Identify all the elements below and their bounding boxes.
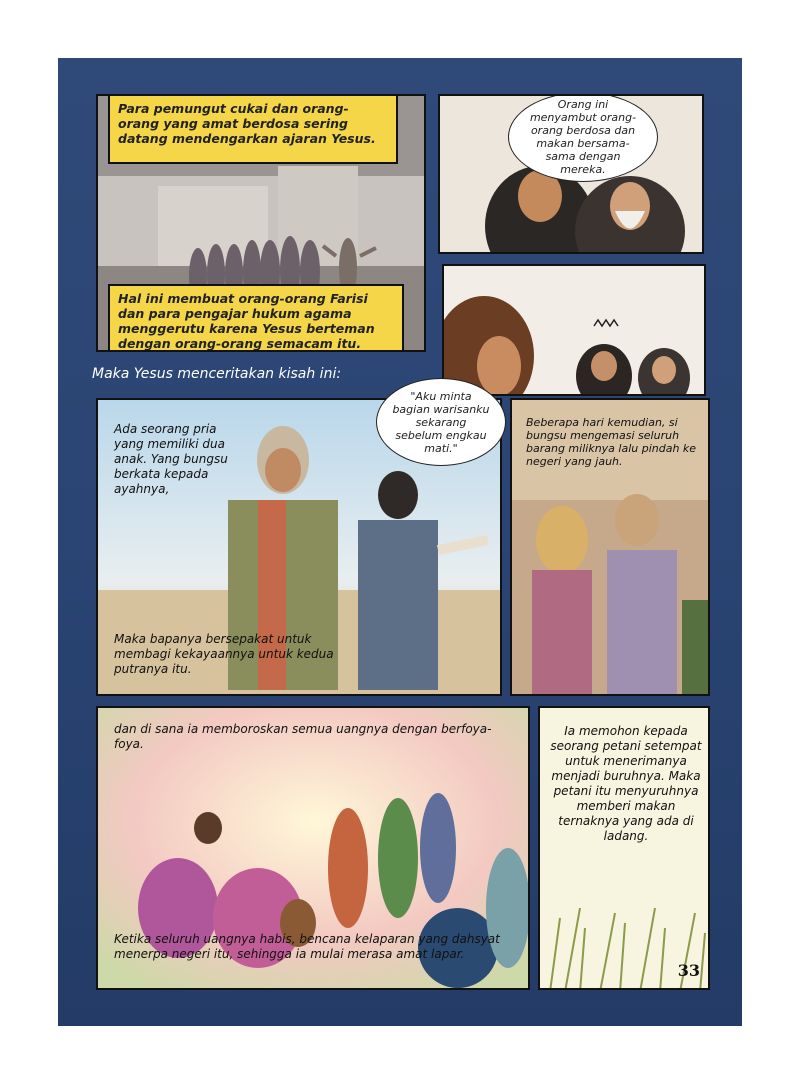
jesus-illustration xyxy=(444,266,706,396)
panel-crowd xyxy=(96,94,426,352)
text-two-sons: Ada seorang pria yang memiliki dua anak. Yang bungsu berkata kepada ayahnya, xyxy=(114,422,228,496)
text-father-divides: Maka bapanya bersepakat untuk membagi kekayaannya untuk kedua putranya itu. xyxy=(114,632,334,676)
page-number: 33 xyxy=(677,961,700,980)
text-squandered: dan di sana ia memboroskan semua uangnya dengan berfoya-foya. xyxy=(114,722,492,751)
comic-page xyxy=(58,58,742,1026)
speech-bubble-son: "Aku minta bagian warisanku sekarang sebelum engkau mati." xyxy=(376,378,506,466)
text-farmer-request: Ia memohon kepada seorang petani setempat untuk menerimanya menjadi buruhnya. Maka petani itu menyuruhnya memberi makan ternaknya yang ada di ladang. xyxy=(550,724,702,843)
text-son-packs: Beberapa hari kemudian, si bungsu mengemasi seluruh barang miliknya lalu pindah ke negeri yang jauh. xyxy=(526,416,697,468)
caption-pharisees-grumble: Hal ini membuat orang-orang Farisi dan para pengajar hukum agama menggerutu karena Yesus berteman dengan orang-orang semacam itu. xyxy=(108,284,404,352)
panel-wild-living xyxy=(96,706,530,990)
text-famine: Ketika seluruh uangnya habis, bencana kelaparan yang dahsyat menerpa negeri itu, sehingga ia mulai merasa amat lapar. xyxy=(114,932,500,961)
narration-text: Maka Yesus menceritakan kisah ini: xyxy=(92,366,342,382)
panel-farmer xyxy=(538,706,710,990)
caption-tax-collectors: Para pemungut cukai dan orang-orang yang amat berdosa sering datang mendengarkan ajaran Yesus. xyxy=(108,94,398,164)
panel-pharisees xyxy=(438,94,704,254)
panel-jesus-watching xyxy=(442,264,706,396)
speech-bubble-pharisee: Orang ini menyambut orang-orang berdosa dan makan bersama-sama dengan mereka. xyxy=(508,94,658,182)
panel-son-leaves xyxy=(510,398,710,696)
